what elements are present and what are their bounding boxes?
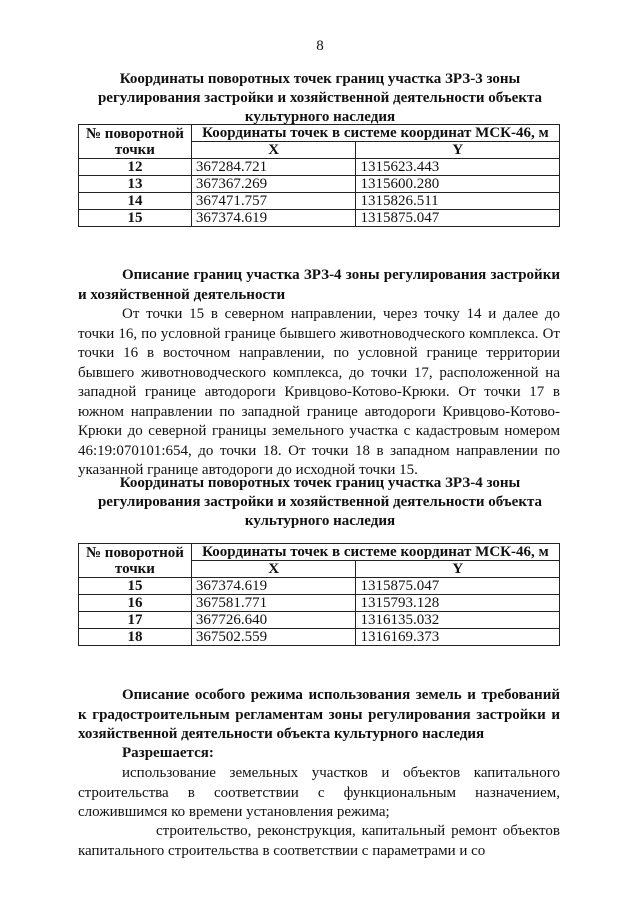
coord-x: 367471.757 xyxy=(191,193,356,210)
coord-x: 367581.771 xyxy=(191,595,356,612)
table-row xyxy=(79,612,560,629)
coordinates-table-2 xyxy=(78,543,560,646)
table-row xyxy=(79,176,560,193)
coord-y: 1315875.047 xyxy=(356,210,560,227)
header-x: X xyxy=(191,561,356,578)
header-point: № поворотной точки xyxy=(79,125,192,159)
page-number: 8 xyxy=(316,38,324,54)
section3-title: Описание особого режима использования земель и требований к градостроительным регламентам зоны регулирования застройки и хозяйственной деятельности объекта культурного наследия xyxy=(78,687,560,742)
coord-y: 1315623.443 xyxy=(356,159,560,176)
coord-x: 367374.619 xyxy=(191,210,356,227)
coord-x: 367374.619 xyxy=(191,578,356,595)
point-number: 16 xyxy=(79,595,192,612)
header-y: Y xyxy=(356,561,560,578)
coord-y: 1315600.280 xyxy=(356,176,560,193)
header-y: Y xyxy=(356,142,560,159)
coord-x: 367502.559 xyxy=(191,629,356,646)
point-number: 13 xyxy=(79,176,192,193)
coord-y: 1315793.128 xyxy=(356,595,560,612)
allowed-label: Разрешается: xyxy=(122,745,214,761)
coord-x: 367726.640 xyxy=(191,612,356,629)
header-x: X xyxy=(191,142,356,159)
allowed-item-1: использование земельных участков и объектов капитального строительства в соответствии с функциональным назначением, сложившимся ко времени установления режима; xyxy=(78,765,560,820)
header-coords: Координаты точек в системе координат МСК-46, м xyxy=(191,125,559,142)
section2-text: От точки 15 в северном направлении, через точку 14 и далее до точки 16, по условной границе бывшего животноводческого комплекса. От точки 16 в восточном направлении, по условной границе территории бывшего животноводческого комплекса, до точки 17, расположенной на западной границе автодороги Кривцово-Котово-Крюки. От точки 17 в южном направлении по западной границе автодороги Кривцово-Котово-Крюки до северной границы земельного участка с кадастровым номером 46:19:070101:654, до точки 18. От точки 18 в западном направлении по указанной границе автодороги до исходной точки 15. xyxy=(78,306,560,478)
table2-title: Координаты поворотных точек границ участка ЗРЗ-4 зоны регулирования застройки и хозяйственной деятельности объекта культурного наследия xyxy=(97,475,543,529)
table1-title: Координаты поворотных точек границ участка ЗРЗ-3 зоны регулирования застройки и хозяйственной деятельности объекта культурного наследия xyxy=(97,71,543,125)
coordinates-table-1 xyxy=(78,124,560,227)
coord-x: 367284.721 xyxy=(191,159,356,176)
point-number: 15 xyxy=(79,210,192,227)
coord-x: 367367.269 xyxy=(191,176,356,193)
coord-y: 1315826.511 xyxy=(356,193,560,210)
table-row xyxy=(79,578,560,595)
table-row xyxy=(79,159,560,176)
coord-y: 1315875.047 xyxy=(356,578,560,595)
table-row xyxy=(79,210,560,227)
table-row xyxy=(79,193,560,210)
header-coords: Координаты точек в системе координат МСК-46, м xyxy=(191,544,559,561)
allowed-item-2: строительство, реконструкция, капитальный ремонт объектов капитального строительства в соответствии с параметрами и со xyxy=(78,823,560,859)
point-number: 17 xyxy=(79,612,192,629)
point-number: 15 xyxy=(79,578,192,595)
coord-y: 1316169.373 xyxy=(356,629,560,646)
section2-title: Описание границ участка ЗРЗ-4 зоны регулирования застройки и хозяйственной деятельности xyxy=(78,267,560,303)
point-number: 14 xyxy=(79,193,192,210)
table-row xyxy=(79,629,560,646)
coord-y: 1316135.032 xyxy=(356,612,560,629)
point-number: 18 xyxy=(79,629,192,646)
section2 xyxy=(78,266,560,305)
table-row xyxy=(79,595,560,612)
header-point: № поворотной точки xyxy=(79,544,192,578)
point-number: 12 xyxy=(79,159,192,176)
